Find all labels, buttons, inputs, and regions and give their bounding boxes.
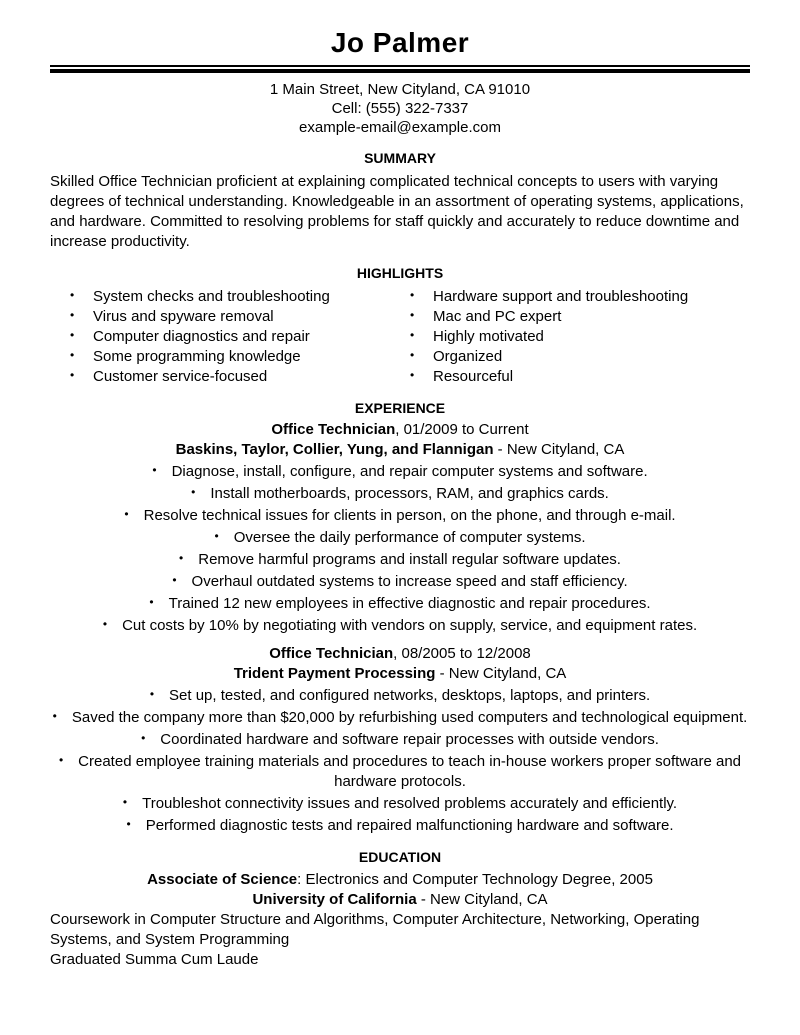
highlight-item [410,307,750,327]
highlight-item [410,367,750,387]
highlight-text: Customer service-focused [93,368,268,385]
job-bullet-list [50,684,750,836]
education-degree-detail: : Electronics and Computer Technology Degree, 2005 [297,871,653,888]
bullet-icon: • [70,288,75,302]
job-title-line [50,644,750,664]
bullet-text: Troubleshot connectivity issues and resolved problems accurately and efficiently. [142,795,678,812]
bullet-icon: • [124,507,129,521]
education-block [50,870,750,970]
highlights-columns [50,287,750,387]
job-entry-2 [50,644,750,836]
highlights-right-column [410,287,750,387]
highlight-item [410,327,750,347]
experience-bullet [50,460,750,482]
job-dates: , 08/2005 to 12/2008 [393,645,531,662]
bullet-text: Remove harmful programs and install regular software updates. [198,551,621,568]
highlights-heading: HIGHLIGHTS [356,265,444,281]
bullet-icon: • [70,368,75,382]
job-location: - New Cityland, CA [493,441,625,458]
job-title-line [50,420,750,440]
bullet-text: Trained 12 new employees in effective diagnostic and repair procedures. [168,595,651,612]
job-company-line [50,664,750,684]
bullet-icon: • [410,348,415,362]
experience-heading: EXPERIENCE [354,400,446,416]
education-honors: Graduated Summa Cum Laude [50,951,259,968]
contact-phone: Cell: (555) 322-7337 [331,100,469,117]
experience-bullet [50,750,750,792]
bullet-icon: • [122,795,128,809]
bullet-icon: • [410,328,415,342]
bullet-text: Set up, tested, and configured networks, desktops, laptops, and printers. [169,687,651,704]
bullet-icon: • [58,753,64,767]
experience-bullet [50,814,750,836]
bullet-icon: • [70,348,75,362]
bullet-icon: • [70,328,75,342]
job-entry-1 [50,420,750,636]
highlight-item [70,347,410,367]
bullet-text: Performed diagnostic tests and repaired malfunctioning hardware and software. [145,817,674,834]
education-coursework: Coursework in Computer Structure and Algorithms, Computer Architecture, Networking, Operating Systems, and System Programming [50,911,700,948]
experience-bullet [50,706,750,728]
bullet-text: Overhaul outdated systems to increase speed and staff efficiency. [191,573,628,590]
highlight-text: Some programming knowledge [93,348,301,365]
job-location: - New Cityland, CA [435,665,567,682]
bullet-icon: • [126,817,131,831]
bullet-icon: • [191,485,196,499]
highlight-text: Computer diagnostics and repair [93,328,310,345]
job-title: Office Technician [269,645,394,662]
bullet-text: Resolve technical issues for clients in person, on the phone, and through e-mail. [143,507,676,524]
job-dates: , 01/2009 to Current [395,421,529,438]
highlight-item [70,327,410,347]
bullet-text: Oversee the daily performance of computer systems. [233,529,586,546]
highlight-item [70,307,410,327]
bullet-icon: • [141,731,146,745]
job-company: Trident Payment Processing [233,665,436,682]
bullet-icon: • [410,368,415,382]
bullet-text: Diagnose, install, configure, and repair computer systems and software. [171,463,648,480]
highlight-text: Highly motivated [433,328,544,345]
contact-address: 1 Main Street, New Cityland, CA 91010 [269,81,531,98]
bullet-icon: • [149,595,154,609]
job-title: Office Technician [271,421,396,438]
highlight-text: Mac and PC expert [433,308,562,325]
experience-bullet [50,504,750,526]
experience-bullet [50,728,750,750]
experience-bullet [50,792,750,814]
bullet-text: Coordinated hardware and software repair processes with outside vendors. [160,731,659,748]
education-heading: EDUCATION [358,849,442,865]
bullet-icon: • [70,308,75,322]
job-company-line [50,440,750,460]
bullet-icon: • [410,288,415,302]
bullet-text: Created employee training materials and procedures to teach in-house workers proper software and hardware protocols. [78,753,742,790]
highlight-item [70,367,410,387]
bullet-icon: • [102,617,108,631]
job-bullet-list [50,460,750,636]
highlights-left-column [70,287,410,387]
highlight-item [70,287,410,307]
education-degree: Associate of Science [147,871,298,888]
bullet-icon: • [410,308,415,322]
education-degree-line [50,870,750,890]
bullet-icon: • [149,687,155,701]
bullet-icon: • [152,463,157,477]
bullet-icon: • [172,573,177,587]
contact-email: example-email@example.com [299,119,501,136]
experience-bullet [50,592,750,614]
job-company: Baskins, Taylor, Collier, Yung, and Flannigan [175,441,494,458]
highlight-text: System checks and troubleshooting [93,288,330,305]
education-school-line [50,890,750,910]
experience-bullet [50,548,750,570]
highlight-text: Resourceful [433,368,514,385]
highlight-item [410,287,750,307]
experience-bullet [50,684,750,706]
experience-bullet [50,614,750,636]
highlight-text: Virus and spyware removal [93,308,274,325]
highlight-text: Organized [433,348,503,365]
experience-bullet [50,570,750,592]
summary-text: Skilled Office Technician proficient at explaining complicated technical concepts to users with varying degrees of technical understanding. Knowledgeable in an assortment of operating systems, applications, and hardware. Committed to resolving problems for staff quickly and accurately to reduce downtime and increase productivity. [50,173,744,250]
contact-block [50,80,750,137]
candidate-name: Jo Palmer [330,27,470,58]
header-divider [50,65,750,73]
education-school: University of California [252,891,417,908]
bullet-icon: • [52,709,57,723]
experience-bullet [50,482,750,504]
bullet-text: Cut costs by 10% by negotiating with vendors on supply, service, and equipment rates. [122,617,698,634]
highlight-item [410,347,750,367]
experience-bullet [50,526,750,548]
bullet-icon: • [179,551,184,565]
education-school-location: - New Cityland, CA [416,891,548,908]
bullet-text: Install motherboards, processors, RAM, and graphics cards. [210,485,609,502]
bullet-icon: • [214,529,219,543]
summary-heading: SUMMARY [364,150,436,166]
bullet-text: Saved the company more than $20,000 by refurbishing used computers and technological equipment. [71,709,748,726]
highlight-text: Hardware support and troubleshooting [433,288,689,305]
